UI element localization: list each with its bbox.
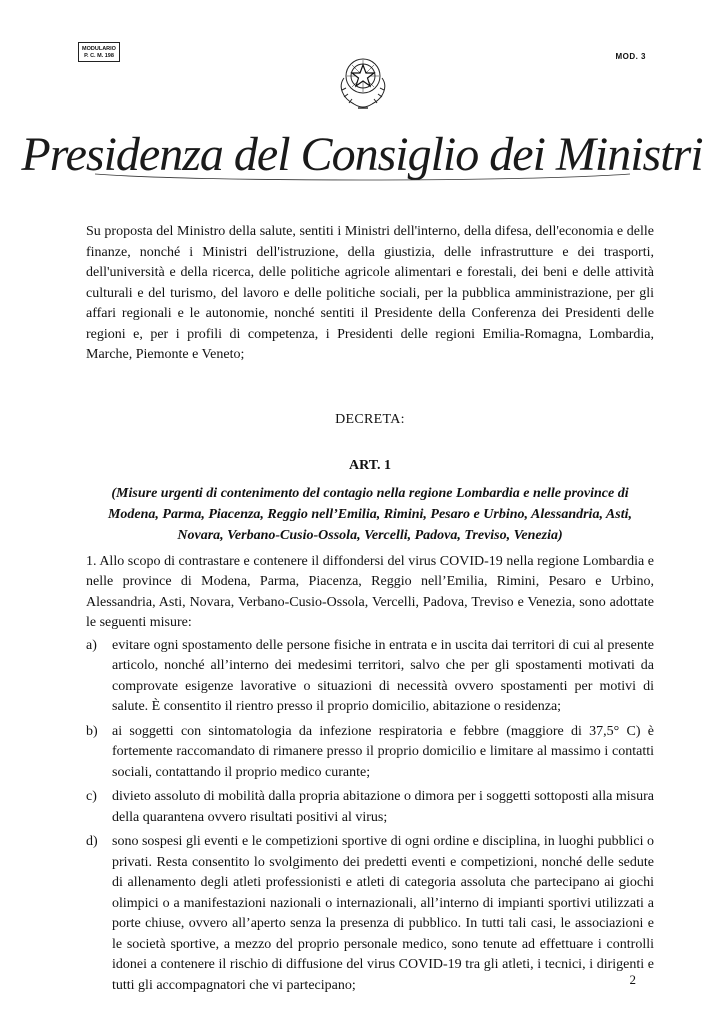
list-item bbox=[86, 636, 654, 718]
item-letter: c) bbox=[86, 789, 97, 804]
item-text: divieto assoluto di mobilità dalla propria abitazione o dimora per i soggetti sottoposti alla misura della quarantena ovvero risultati positivi al virus; bbox=[112, 789, 655, 825]
measures-list bbox=[86, 636, 654, 997]
stamp-line-2: P. C. M. 198 bbox=[84, 53, 114, 59]
decreta-heading: DECRETA: bbox=[335, 411, 405, 427]
intro-paragraph: Su proposta del Ministro della salute, sentiti i Ministri dell'interno, della difesa, dell'economia e delle finanze, nonché i Ministri dell'istruzione, della giustizia, delle infrastrutture e dei trasporti, dell'università e della ricerca, delle politiche agricole alimentari e forestali, dei beni e delle attività culturali e del turismo, del lavoro e delle politiche sociali, per la pubblica amministrazione, per gli affari regionali e le autonomie, nonché sentiti il Presidente della Conferenza dei Presidenti delle regioni e, per i profili di competenza, i Presidenti delle regioni Emilia-Romagna, Lombardia, Marche, Piemonte e Veneto; bbox=[86, 224, 654, 362]
mod-label: MOD. 3 bbox=[615, 52, 646, 61]
modulario-stamp bbox=[78, 42, 120, 62]
list-item bbox=[86, 722, 654, 784]
list-item bbox=[86, 787, 654, 828]
item-text: sono sospesi gli eventi e le competizioni sportive di ogni ordine e disciplina, in luoghi pubblici o privati. Resta consentito lo svolgimento dei predetti eventi e competizioni, nonché delle sedute di allenamento degli atleti professionisti e atleti di categoria assoluta che partecipano ai giochi olimpici o a manifestazioni nazionali o internazionali, all’interno di impianti sportivi utilizzati a porte chiuse, ovvero all’aperto senza la presenza di pubblico. In tutti tali casi, le associazioni e le società sportive, a mezzo del proprio personale medico, sono tenute ad effettuare i controlli idonei a contenere il rischio di diffusione del virus COVID-19 tra gli atleti, i tecnici, i dirigenti e tutti gli accompagnatori che vi partecipano; bbox=[112, 834, 654, 993]
item-letter: b) bbox=[86, 723, 98, 739]
article-paragraph-1: 1. Allo scopo di contrastare e contenere il diffondersi del virus COVID-19 nella regione Lombardia e nelle province di Modena, Parma, Piacenza, Reggio nell’Emilia, Rimini, Pesaro e Urbino, Alessandria, Asti, Novara, Verbano-Cusio-Ossola, Vercelli, Padova, Treviso e Venezia, sono adottate le seguenti misure: bbox=[86, 553, 654, 630]
italian-emblem-icon bbox=[332, 48, 394, 114]
article-subtitle: (Misure urgenti di contenimento del contagio nella regione Lombardia e nelle province di Modena, Parma, Piacenza, Reggio nell’Emilia, Rimini, Pesaro e Urbino, Alessandria, Asti, Novara, Verbano-Cusio-Ossola, Vercelli, Padova, Treviso, Venezia) bbox=[107, 485, 632, 543]
document-body bbox=[86, 222, 654, 1000]
item-text: evitare ogni spostamento delle persone fisiche in entrata e in uscita dai territori di cui al presente articolo, nonché all’interno dei medesimi territori, salvo che per gli spostamenti motivati da comprovate esigenze lavorative o situazioni di necessità ovvero spostamenti per motivi di salute. È consentito il rientro presso il proprio domicilio, abitazione o residenza; bbox=[112, 637, 654, 714]
page-number: 2 bbox=[629, 972, 636, 987]
item-text: ai soggetti con sintomatologia da infezione respiratoria e febbre (maggiore di 37,5° C) è fortemente raccomandato di rimanere presso il proprio domicilio e limitare al massimo i contatti sociali, contattando il proprio medico curante; bbox=[112, 723, 654, 780]
item-letter: d) bbox=[86, 834, 98, 849]
header-title bbox=[0, 112, 724, 194]
stamp-line-1: MODULARIO bbox=[82, 46, 116, 52]
item-letter: a) bbox=[86, 637, 97, 653]
list-item bbox=[86, 832, 654, 996]
article-title: ART. 1 bbox=[348, 458, 392, 473]
header-title-text: Presidenza del Consiglio dei Ministri bbox=[21, 128, 703, 181]
